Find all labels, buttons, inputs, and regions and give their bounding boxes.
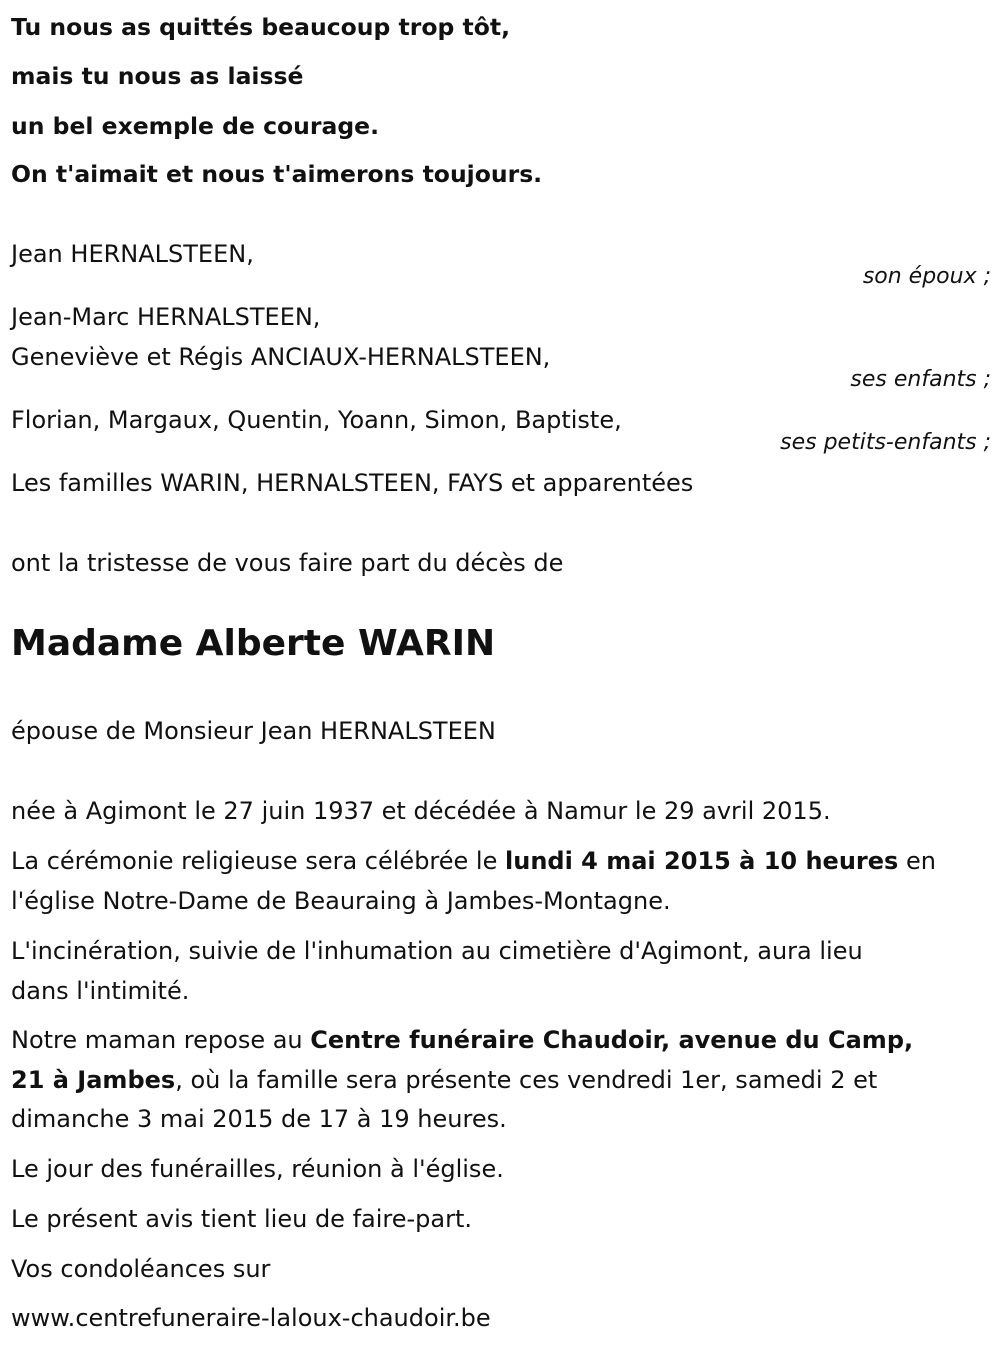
ceremony-text-pre: La cérémonie religieuse sera célébrée le	[11, 847, 505, 875]
grandchildren-role: ses petits-enfants ;	[780, 430, 991, 455]
spouse-name: Jean HERNALSTEEN,	[11, 240, 254, 268]
poem-line-4: On t'aimait et nous t'aimerons toujours.	[11, 160, 543, 188]
repose-place: Centre funéraire Chaudoir, avenue du Camp,	[310, 1026, 914, 1054]
birth-death-line: née à Agimont le 27 juin 1937 et décédée à Namur le 29 avril 2015.	[11, 797, 831, 825]
deceased-name: Madame Alberte WARIN	[11, 623, 496, 664]
announcement-line: ont la tristesse de vous faire part du décès de	[11, 549, 564, 577]
spouse-of-line: épouse de Monsieur Jean HERNALSTEEN	[11, 717, 496, 745]
ceremony-text-post: en	[898, 847, 936, 875]
poem-line-1: Tu nous as quittés beaucoup trop tôt,	[11, 13, 511, 41]
repose-line-1	[11, 1025, 913, 1055]
incineration-line-2: dans l'intimité.	[11, 977, 190, 1005]
families-line: Les familles WARIN, HERNALSTEEN, FAYS et apparentées	[11, 469, 694, 497]
repose-text-post: , où la famille sera présente ces vendredi 1er, samedi 2 et	[175, 1066, 878, 1094]
repose-line-2	[11, 1065, 877, 1095]
grandchildren-names: Florian, Margaux, Quentin, Yoann, Simon, Baptiste,	[11, 406, 622, 434]
ceremony-date: lundi 4 mai 2015 à 10 heures	[505, 847, 899, 875]
spouse-role: son époux ;	[862, 264, 991, 289]
children-role: ses enfants ;	[850, 367, 991, 392]
condolences-line: Vos condoléances sur	[11, 1255, 271, 1283]
website-link[interactable]: www.centrefuneraire-laloux-chaudoir.be	[11, 1304, 491, 1332]
ceremony-line-1	[11, 846, 936, 876]
ceremony-line-2: l'église Notre-Dame de Beauraing à Jambes-Montagne.	[11, 887, 671, 915]
repose-line-3: dimanche 3 mai 2015 de 17 à 19 heures.	[11, 1105, 507, 1133]
incineration-line-1: L'incinération, suivie de l'inhumation au cimetière d'Agimont, aura lieu	[11, 937, 863, 965]
funeral-day-line: Le jour des funérailles, réunion à l'église.	[11, 1155, 504, 1183]
child-name-1: Jean-Marc HERNALSTEEN,	[11, 303, 321, 331]
child-name-2: Geneviève et Régis ANCIAUX-HERNALSTEEN,	[11, 343, 551, 371]
notice-line: Le présent avis tient lieu de faire-part.	[11, 1205, 473, 1233]
repose-place-cont: 21 à Jambes	[11, 1066, 176, 1094]
poem-line-2: mais tu nous as laissé	[11, 62, 304, 90]
poem-line-3: un bel exemple de courage.	[11, 112, 380, 140]
repose-text-pre: Notre maman repose au	[11, 1026, 311, 1054]
